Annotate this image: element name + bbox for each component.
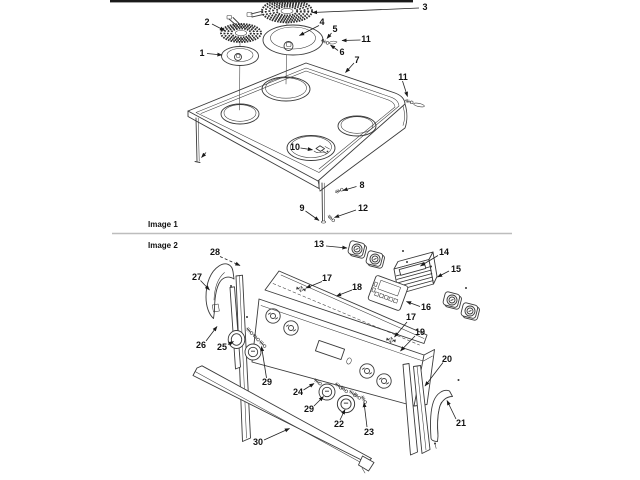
callout-6: 6 — [339, 47, 345, 57]
knob-switch-3 — [442, 291, 462, 310]
knob-switch-2 — [365, 250, 385, 269]
callout-5: 5 — [332, 24, 338, 34]
callout-4: 4 — [319, 17, 325, 27]
callout-22: 22 — [333, 419, 345, 429]
callout-19: 19 — [414, 327, 426, 337]
image2-backguard-assembly — [148, 239, 480, 473]
callout-2: 2 — [204, 17, 210, 27]
image2-label: Image 2 — [148, 241, 178, 250]
image1-cooktop-assembly — [148, 0, 428, 229]
callout-29b: 29 — [303, 404, 315, 414]
maintop — [188, 63, 407, 191]
knob-switch-1 — [347, 240, 367, 259]
control-knob-left — [245, 344, 261, 360]
callout-14: 14 — [438, 247, 450, 257]
scan-top-bar — [110, 0, 413, 2]
callout-11a: 11 — [361, 34, 371, 44]
callout-15: 15 — [450, 264, 462, 274]
callout-29a: 29 — [261, 377, 273, 387]
callout-17b: 17 — [405, 312, 417, 322]
callout-1: 1 — [199, 48, 205, 58]
callout-7: 7 — [354, 55, 360, 65]
control-knob-29 — [319, 384, 335, 400]
leg-front — [321, 183, 326, 223]
side-panel-right — [403, 364, 430, 456]
callout-16: 16 — [420, 302, 432, 312]
image1-label: Image 1 — [148, 220, 178, 229]
callout-23: 23 — [363, 427, 375, 437]
burner-coil-large — [247, 0, 312, 22]
screw-and-clip-right — [405, 99, 425, 108]
drip-bowl-small — [222, 47, 259, 66]
callout-20: 20 — [441, 354, 453, 364]
leg-left — [195, 118, 206, 163]
drip-bowl-large — [263, 25, 323, 55]
callout-10: 10 — [289, 142, 301, 152]
screw-12 — [327, 215, 336, 223]
callout-13: 13 — [313, 239, 325, 249]
callout-27: 27 — [191, 272, 203, 282]
side-panel-left — [230, 275, 251, 441]
callout-26: 26 — [195, 340, 207, 350]
callout-12: 12 — [357, 203, 369, 213]
callout-8: 8 — [359, 180, 365, 190]
control-knob-22 — [337, 395, 354, 412]
callout-3: 3 — [422, 2, 428, 12]
side-trim-right — [431, 390, 453, 448]
callout-17a: 17 — [321, 273, 333, 283]
knob-bezel-ring — [228, 331, 245, 349]
callout-24: 24 — [292, 387, 304, 397]
callout-28: 28 — [209, 247, 221, 257]
burner-coil-small — [221, 16, 261, 43]
callout-9: 9 — [299, 203, 305, 213]
screw-8 — [335, 187, 344, 194]
callout-11b: 11 — [398, 72, 408, 82]
callout-25: 25 — [216, 342, 228, 352]
callout-21: 21 — [455, 418, 467, 428]
callout-30: 30 — [252, 437, 264, 447]
callout-18: 18 — [351, 282, 363, 292]
knob-switch-4 — [460, 302, 480, 321]
